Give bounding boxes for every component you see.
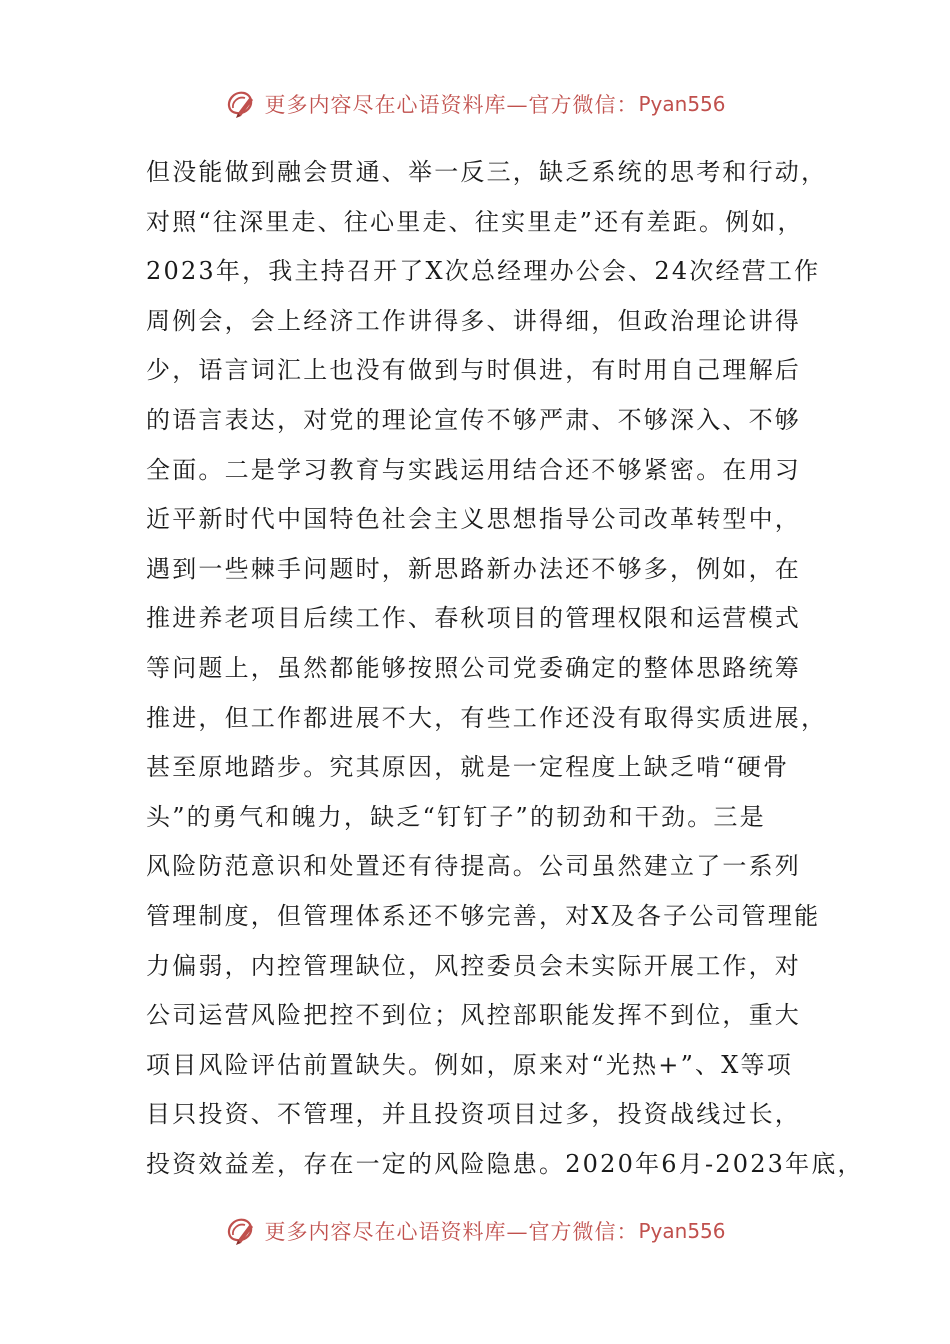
text-line: 全面。二是学习教育与实践运用结合还不够紧密。在用习 xyxy=(146,455,801,484)
text-line: 少，语言词汇上也没有做到与时俱进，有时用自己理解后 xyxy=(146,356,801,385)
text-line: 对照“往深里走、往心里走、往实里走”还有差距。例如， xyxy=(146,207,804,236)
text-line: 2023年，我主持召开了X次总经理办公会、24次经营工作 xyxy=(146,257,821,286)
text-line: 投资效益差，存在一定的风险隐患。2020年6月-2023年底， xyxy=(146,1149,864,1178)
text-line: 遇到一些棘手问题时，新思路新办法还不够多，例如，在 xyxy=(146,554,801,583)
text-line: 目只投资、不管理，并且投资项目过多，投资战线过长， xyxy=(146,1100,801,1129)
text-line: 的语言表达，对党的理论宣传不够严肃、不够深入、不够 xyxy=(146,405,801,434)
text-line: 但没能做到融会贯通、举一反三，缺乏系统的思考和行动， xyxy=(146,158,828,186)
text-line: 甚至原地踏步。究其原因，就是一定程度上缺乏啃“硬骨 xyxy=(146,753,790,782)
banner-handle: Pyan556 xyxy=(638,92,726,116)
text-line: 推进，但工作都进展不大，有些工作还没有取得实质进展， xyxy=(146,703,828,732)
pen-nib-swirl-icon xyxy=(224,1214,258,1248)
text-line: 项目风险评估前置缺失。例如，原来对“光热+”、X等项 xyxy=(146,1050,793,1079)
pen-nib-swirl-icon xyxy=(224,87,258,121)
text-line: 头”的勇气和魄力，缺乏“钉钉子”的韧劲和干劲。三是 xyxy=(146,802,766,831)
text-line: 力偏弱，内控管理缺位，风控委员会未实际开展工作，对 xyxy=(146,951,801,980)
banner-text: 更多内容尽在心语资料库—官方微信： xyxy=(264,93,639,117)
banner-text: 更多内容尽在心语资料库—官方微信： xyxy=(264,1220,639,1244)
text-line: 等问题上，虽然都能够按照公司党委确定的整体思路统筹 xyxy=(146,653,801,682)
footer-banner xyxy=(0,1211,950,1251)
text-line: 周例会，会上经济工作讲得多、讲得细，但政治理论讲得 xyxy=(146,306,801,335)
text-line: 风险防范意识和处置还有待提高。公司虽然建立了一系列 xyxy=(146,852,801,881)
text-line: 推进养老项目后续工作、春秋项目的管理权限和运营模式 xyxy=(146,604,801,633)
document-body xyxy=(146,148,864,1189)
text-line: 近平新时代中国特色社会主义思想指导公司改革转型中， xyxy=(146,505,801,534)
banner-handle: Pyan556 xyxy=(638,1219,726,1243)
text-line: 管理制度，但管理体系还不够完善，对X及各子公司管理能 xyxy=(146,901,821,930)
header-banner xyxy=(0,84,950,124)
text-line: 公司运营风险把控不到位；风控部职能发挥不到位，重大 xyxy=(146,1001,801,1030)
